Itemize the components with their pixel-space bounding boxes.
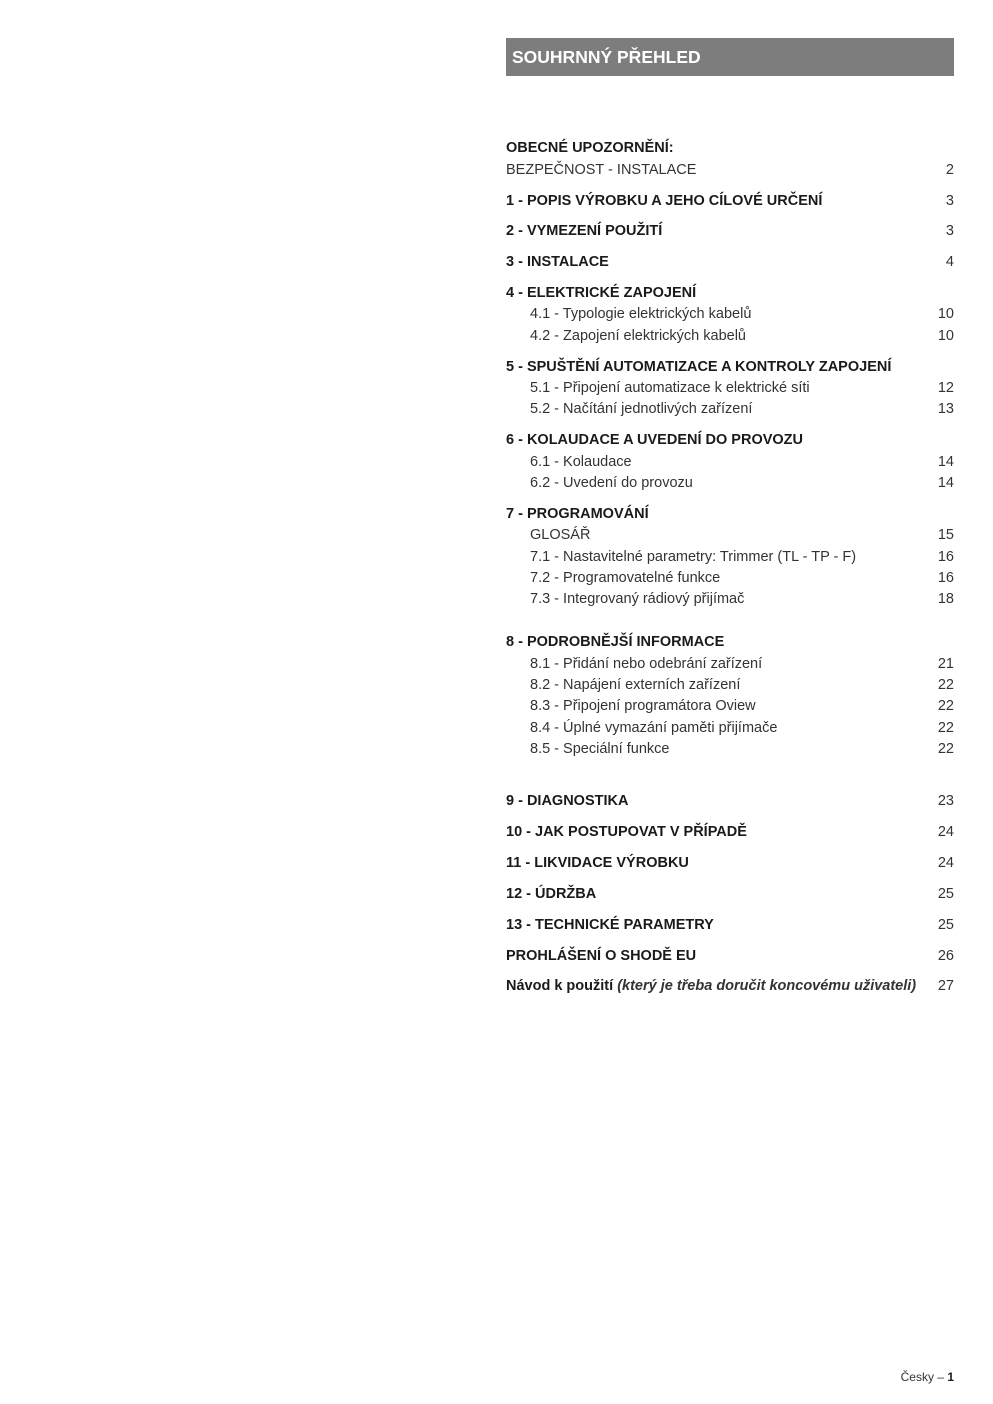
section-title: SOUHRNNÝ PŘEHLED xyxy=(512,46,701,67)
toc-entry-label: PROHLÁŠENÍ O SHODĚ EU xyxy=(506,948,697,964)
toc-entry[interactable] xyxy=(506,915,954,935)
toc-entry-label: 7.3 - Integrovaný rádiový přijímač xyxy=(530,591,745,607)
toc-entry[interactable] xyxy=(506,853,954,873)
toc-entry-label: BEZPEČNOST - INSTALACE xyxy=(506,162,697,178)
toc-entry[interactable] xyxy=(506,138,954,158)
toc-entry-page: 18 xyxy=(937,591,954,607)
toc-entry-label: 10 - JAK POSTUPOVAT V PŘÍPADĚ xyxy=(506,824,747,840)
toc-entry[interactable] xyxy=(506,357,954,377)
toc-entry-label: 6.2 - Uvedení do provozu xyxy=(530,475,693,491)
toc-entry-page: 3 xyxy=(945,193,954,209)
toc-entry-label: 6 - KOLAUDACE A UVEDENÍ DO PROVOZU xyxy=(506,432,804,448)
toc-entry[interactable] xyxy=(506,430,954,450)
toc-entry[interactable] xyxy=(506,632,954,652)
toc-entry-page: 14 xyxy=(937,454,954,470)
toc-entry-label: 7.1 - Nastavitelné parametry: Trimmer (TL - TP - F) xyxy=(530,549,857,565)
toc-entry-page: 24 xyxy=(937,855,954,871)
toc-entry-label: 5.1 - Připojení automatizace k elektrické síti xyxy=(530,380,810,396)
toc-entry-page: 22 xyxy=(937,677,954,693)
footer-language: Česky – xyxy=(900,1370,944,1384)
toc-entry-page: 10 xyxy=(937,328,954,344)
toc-entry[interactable] xyxy=(506,160,954,180)
toc-entry-page: 16 xyxy=(937,570,954,586)
toc-entry-label: 5.2 - Načítání jednotlivých zařízení xyxy=(530,401,753,417)
toc-entry-user-manual-note: (který je třeba doručit koncovému uživateli) xyxy=(617,978,917,994)
toc-entry-label: 1 - POPIS VÝROBKU A JEHO CÍLOVÉ URČENÍ xyxy=(506,193,823,209)
toc-entry-label: 13 - TECHNICKÉ PARAMETRY xyxy=(506,917,714,933)
toc-entry[interactable] xyxy=(506,675,954,695)
toc-entry[interactable] xyxy=(506,568,954,588)
toc-entry-label: 6.1 - Kolaudace xyxy=(530,454,632,470)
toc-entry[interactable] xyxy=(506,252,954,272)
footer-page-number: 1 xyxy=(947,1370,954,1384)
toc-entry-label: GLOSÁŘ xyxy=(530,527,591,543)
toc-entry-label: 11 - LIKVIDACE VÝROBKU xyxy=(506,855,689,871)
toc-entry-page: 22 xyxy=(937,698,954,714)
toc-entry-page: 16 xyxy=(937,549,954,565)
toc-entry-label: 4.2 - Zapojení elektrických kabelů xyxy=(530,328,746,344)
toc-entry-label: 3 - INSTALACE xyxy=(506,254,609,270)
toc-entry-page: 25 xyxy=(937,886,954,902)
toc-entry-page: 15 xyxy=(937,527,954,543)
toc-entry[interactable] xyxy=(506,696,954,716)
toc-entry[interactable] xyxy=(506,283,954,303)
toc-entry-page: 25 xyxy=(937,917,954,933)
toc-entry-page: 23 xyxy=(937,793,954,809)
toc-entry-page: 4 xyxy=(945,254,954,270)
toc-entry-user-manual-title: Návod k použití xyxy=(506,978,614,994)
toc-entry-label: 8.1 - Přidání nebo odebrání zařízení xyxy=(530,656,763,672)
toc-entry-user-manual[interactable] xyxy=(506,976,954,996)
toc-entry-label: 7 - PROGRAMOVÁNÍ xyxy=(506,506,649,522)
toc-entry-page: 12 xyxy=(937,380,954,396)
toc-entry[interactable] xyxy=(506,654,954,674)
toc-entry-page: 21 xyxy=(937,656,954,672)
toc-entry-page: 22 xyxy=(937,720,954,736)
toc-entry-label: 8.3 - Připojení programátora Oview xyxy=(530,698,756,714)
toc-entry-label: 8.2 - Napájení externích zařízení xyxy=(530,677,741,693)
toc-entry-page: 3 xyxy=(945,223,954,239)
toc-entry-label: 4 - ELEKTRICKÉ ZAPOJENÍ xyxy=(506,285,697,301)
toc-entry-label: 8.4 - Úplné vymazání paměti přijímače xyxy=(530,720,778,736)
toc-entry-page: 27 xyxy=(937,978,954,994)
toc-entry[interactable] xyxy=(506,547,954,567)
toc-entry[interactable] xyxy=(506,304,954,324)
toc-entry-page: 10 xyxy=(937,306,954,322)
toc-entry[interactable] xyxy=(506,884,954,904)
toc-entry-page: 22 xyxy=(937,741,954,757)
toc-entry[interactable] xyxy=(506,589,954,609)
toc-entry-label: OBECNÉ UPOZORNĚNÍ: xyxy=(506,140,674,156)
toc-entry[interactable] xyxy=(506,473,954,493)
toc-entry-label: 2 - VYMEZENÍ POUŽITÍ xyxy=(506,223,663,239)
toc-entry[interactable] xyxy=(506,504,954,524)
toc-entry-label: 8 - PODROBNĚJŠÍ INFORMACE xyxy=(506,634,725,650)
toc-entry-label: 9 - DIAGNOSTIKA xyxy=(506,793,629,809)
toc-entry[interactable] xyxy=(506,739,954,759)
toc-entry[interactable] xyxy=(506,221,954,241)
toc-entry-label: 7.2 - Programovatelné funkce xyxy=(530,570,721,586)
toc-entry[interactable] xyxy=(506,326,954,346)
toc-entry-label: 12 - ÚDRŽBA xyxy=(506,886,597,902)
toc-entry-label: 5 - SPUŠTĚNÍ AUTOMATIZACE A KONTROLY ZAPOJENÍ xyxy=(506,359,892,375)
toc-entry[interactable] xyxy=(506,791,954,811)
toc-entry[interactable] xyxy=(506,378,954,398)
section-header-bar xyxy=(506,38,954,76)
toc-entry[interactable] xyxy=(506,399,954,419)
toc-entry[interactable] xyxy=(506,822,954,842)
toc-entry-page: 14 xyxy=(937,475,954,491)
toc-entry-page: 13 xyxy=(937,401,954,417)
toc-entry[interactable] xyxy=(506,452,954,472)
toc-entry[interactable] xyxy=(506,718,954,738)
toc-entry[interactable] xyxy=(506,946,954,966)
toc-entry-label: 8.5 - Speciální funkce xyxy=(530,741,670,757)
toc-entry-page: 2 xyxy=(945,162,954,178)
toc-entry-label: 4.1 - Typologie elektrických kabelů xyxy=(530,306,752,322)
toc-entry[interactable] xyxy=(506,525,954,545)
toc-entry-page: 26 xyxy=(937,948,954,964)
toc-entry[interactable] xyxy=(506,191,954,211)
page-footer xyxy=(901,1370,954,1384)
toc-entry-page: 24 xyxy=(937,824,954,840)
